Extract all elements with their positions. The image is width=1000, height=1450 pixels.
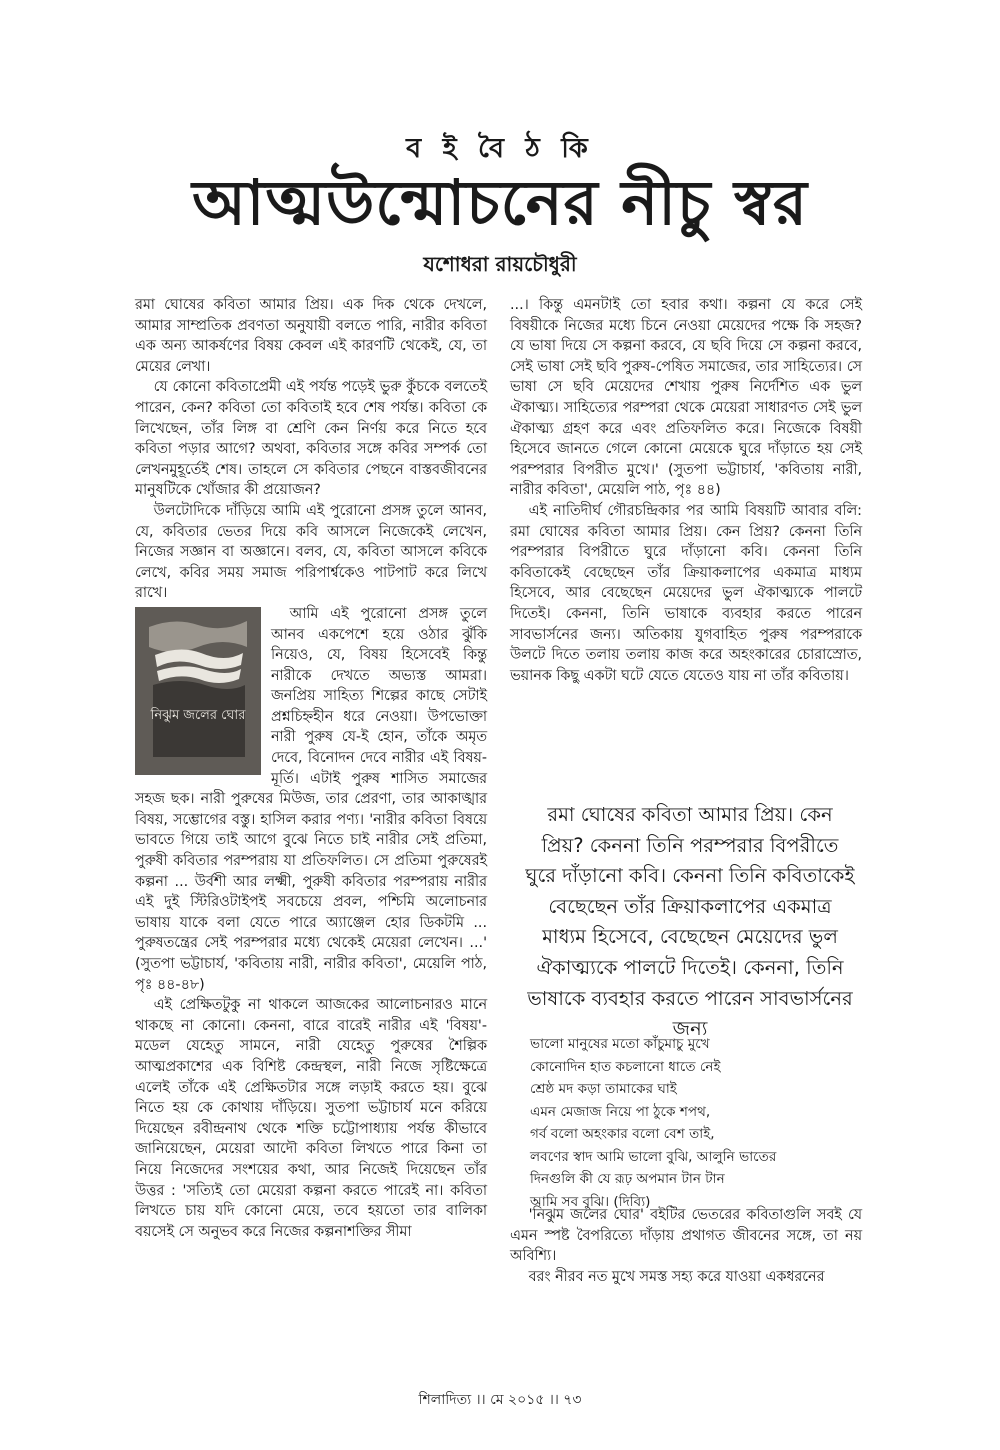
paragraph: যে কোনো কবিতাপ্রেমী এই পর্যন্ত পড়েই ভুরু কুঁচকে বলতেই পারেন, কেন? কবিতা তো কবিতাই হবে শেষ পর্যন্ত। কবিতা কে লিখেছেন, তাঁর লিঙ্গ বা শ্রেণি কেন নির্ণয় করে নিতে হবে কবিতা পড়ার আগে? অথবা, কবিতার সঙ্গে কবির সম্পর্ক তো লেখনমুহূর্তেই শেষ। তাহলে সে কবিতার পেছনে বাস্তবজীবনের মানুষটিকে খোঁজার কী প্রয়োজন? [135, 379, 487, 499]
poem-line: গর্ব বলো অহংকার বলো বেশ তাই, [530, 1126, 715, 1142]
right-column [510, 295, 862, 686]
poem-line: কোনোদিন হাত কচলানো ধাতে নেই [530, 1058, 721, 1075]
poem-line: দিনগুলি কী যে রূঢ় অপমান টান টান [530, 1171, 725, 1187]
book-cover-title: নিঝুম জলের ঘোর [150, 707, 246, 723]
left-column [135, 295, 487, 1242]
poem-line: ভালো মানুষের মতো কাঁচুমাচু মুখে [530, 1036, 710, 1052]
paragraph: ...। কিন্তু এমনটাই তো হবার কথা। কল্পনা যে করে সেই বিষয়ীকে নিজের মধ্যে চিনে নেওয়া মেয়েদের পক্ষে কি সহজ? যে ভাষা দিয়ে সে কল্পনা করবে, যে ছবি দিয়ে সে কল্পনা করবে, সেই ভাষা সেই ছবি পুরুষ-পেষিত সমাজের, তার সাহিত্যের। সে ভাষা সে ছবি মেয়েদের শেখায় পুরুষ নির্দেশিত এক ভুল ঐকাত্ম্য। সাহিত্যের পরম্পরা থেকে মেয়েরা সাধারণত সেই ভুল ঐকাত্ম্য গ্রহণ করে এবং প্রতিফলিত করে। নিজেকে বিষয়ী হিসেবে জানতে গেলে কোনো মেয়েকে ঘুরে দাঁড়াতে হয় সেই পরম্পরার বিপরীত মুখে।' (সুতপা ভট্টাচার্য, 'কবিতায় নারী, নারীর কবিতা', মেয়েলি পাঠ, পৃঃ ৪৪) [510, 297, 862, 499]
poem-excerpt [530, 1033, 870, 1213]
book-cover-art [135, 607, 261, 775]
paragraph: বরং নীরব নত মুখে সমস্ত সহ্য করে যাওয়া একধরনের [528, 1268, 825, 1285]
author-name: যশোধরা রায়চৌধুরী [423, 252, 577, 276]
poem-line: শ্রেষ্ঠ মদ কড়া তামাকের ঘাই [530, 1081, 677, 1097]
paragraph: এই নাতিদীর্ঘ গৌরচন্দ্রিকার পর আমি বিষয়টি আবার বলি: রমা ঘোষের কবিতা আমার প্রিয়। কেন প্রিয়? কেননা তিনি পরম্পরার বিপরীতে ঘুরে দাঁড়ানো কবি। কেননা তিনি কবিতাকেই বেছেছেন তাঁর ক্রিয়াকলাপের একমাত্র মাধ্যম হিসেবে, আর বেছেছেন মেয়েদের ভুল ঐকাত্ম্যকে পালটে দিতেই। কেননা, তিনি ভাষাকে ব্যবহার করতে পারেন সাবভার্সনের জন্য। অতিকায় যুগবাহিত পুরুষ পরম্পরাকে উলটে দিতে তলায় তলায় কাজ করে অহংকারের চোরাস্রোত, ভয়ানক কিছু একটা ঘটে যেতে যেতেও যায় না তাঁর কবিতায়। [510, 502, 862, 684]
section-label: ব ই বৈ ঠ কি [406, 133, 594, 164]
paragraph: 'নিঝুম জলের ঘোর' বইটির ভেতরের কবিতাগুলি সবই যে এমন স্পষ্ট বৈপরিত্যে দাঁড়ায় প্রথাগত জীবনের সঙ্গে, তা নয় অবিশ্যি। [510, 1207, 862, 1265]
paragraph: আমি এই পুরোনো প্রসঙ্গ তুলে আনব একপেশে হয়ে ওঠার ঝুঁকি নিয়েও, যে, বিষয় হিসেবেই কিন্তু নারীকে দেখতে অভ্যস্ত আমরা। জনপ্রিয় সাহিত্য শিল্পের কাছে সেটাই প্রশ্নচিহ্নহীন ধরে নেওয়া। উপভোক্তা নারী পুরুষ যে-ই হোন, তাঁকে অমৃত দেবে, বিনোদন দেবে নারীর এই বিষয়-মূর্তি। এটাই পুরুষ শাসিত সমাজের সহজ ছক। নারী পুরুষের মিউজ, তার প্রেরণা, তার আকাঙ্খার বিষয়, সম্ভোগের বস্তু। হাসিল করার পণ্য। 'নারীর কবিতা বিষয়ে ভাবতে গিয়ে তাই আগে বুঝে নিতে চাই নারীর সেই প্রতিমা, পুরুষী কবিতার পরম্পরায় যা প্রতিফলিত। সে প্রতিমা পুরুষেরই কল্পনা ... উর্বশী আর লক্ষ্মী, পুরুষী কবিতার পরম্পরায় নারীর এই দুই স্টিরিওটাইপই সবচেয়ে প্রবল, পশ্চিমি অলোচনার ভাষায় যাকে বলা যেতে পারে অ্যাঞ্জেল হোর ডিকটমি ... পুরুষতন্ত্রের সেই পরম্পরার মধ্যে থেকেই মেয়েরা লেখেন। ...' (সুতপা ভট্টাচার্য, 'কবিতায় নারী, নারীর কবিতা', মেয়েলি পাঠ, পৃঃ ৪৪-৪৮) [135, 605, 487, 993]
book-cover-image [135, 607, 261, 775]
paragraph: উলটোদিকে দাঁড়িয়ে আমি এই পুরোনো প্রসঙ্গ তুলে আনব, যে, কবিতার ভেতর দিয়ে কবি আসলে নিজেকেই লেখেন, নিজের সজ্ঞান বা অজ্ঞানে। বলব, যে, কবিতা আসলে কবিকে লেখে, কবির সময় সমাজ পরিপার্শ্বকেও পাটপাট করে লিখে রাখে। [135, 502, 487, 602]
article-title: আত্মউন্মোচনের নীচু স্বর [192, 166, 808, 239]
paragraph: এই প্রেক্ষিতটুকু না থাকলে আজকের আলোচনারও মানে থাকছে না কোনো। কেননা, বারে বারেই নারীর এই 'বিষয়'-মডেল যেহেতু সামনে, নারী যেহেতু পুরুষের শৈল্পিক আত্মপ্রকাশের এক বিশিষ্ট কেন্দ্রস্থল, নারী নিজে সৃষ্টিক্ষেত্রে এলেই তাঁকে এই প্রেক্ষিতটার সঙ্গে লড়াই করতে হয়। বুঝে নিতে হয় কে কোথায় দাঁড়িয়ে। সুতপা ভট্টাচার্য মনে করিয়ে দিয়েছেন রবীন্দ্রনাথ থেকে শক্তি চট্টোপাধ্যায় পর্যন্ত কীভাবে জানিয়েছেন, মেয়েরা আদৌ কবিতা লিখতে পারে কিনা তা নিয়ে নিজেদের সংশয়ের কথা, আর নিজেই দিয়েছেন তাঁর উত্তর : 'সত্যিই তো মেয়েরা কল্পনা করতে পারেই না। কবিতা লিখতে চায় যদি কোনো মেয়ে, তবে হয়তো তার বালিকা বয়সেই সে অনুভব করে নিজের কল্পনাশক্তির সীমা [135, 997, 487, 1240]
poem-line: এমন মেজাজ নিয়ে পা ঠুকে শপথ, [530, 1103, 711, 1120]
page-footer: শিলাদিত্য ।। মে ২০১৫ ।। ৭৩ [418, 1392, 582, 1408]
post-poem-text [510, 1205, 862, 1287]
paragraph: রমা ঘোষের কবিতা আমার প্রিয়। এক দিক থেকে দেখলে, আমার সাম্প্রতিক প্রবণতা অনুযায়ী বলতে পারি, নারীর কবিতা এক অন্য আকর্ষণের বিষয় কেবল এই কারণটি থেকেই, যে, তা মেয়ের লেখা। [135, 297, 487, 375]
poem-line: লবণের স্বাদ আমি ভালো বুঝি, আলুনি ভাতের [530, 1148, 777, 1165]
pull-quote: রমা ঘোষের কবিতা আমার প্রিয়। কেন প্রিয়? কেননা তিনি পরম্পরার বিপরীতে ঘুরে দাঁড়ানো কবি। কেননা তিনি কবিতাকেই বেছেছেন তাঁর ক্রিয়াকলাপের একমাত্র মাধ্যম হিসেবে, বেছেছেন মেয়েদের ভুল ঐকাত্ম্যকে পালটে দিতেই। কেননা, তিনি ভাষাকে ব্যবহার করতে পারেন সাবভার্সনের জন্য [525, 803, 855, 1041]
poem-line: আমি সব বুঝি। (দিব্যি) [530, 1193, 651, 1210]
